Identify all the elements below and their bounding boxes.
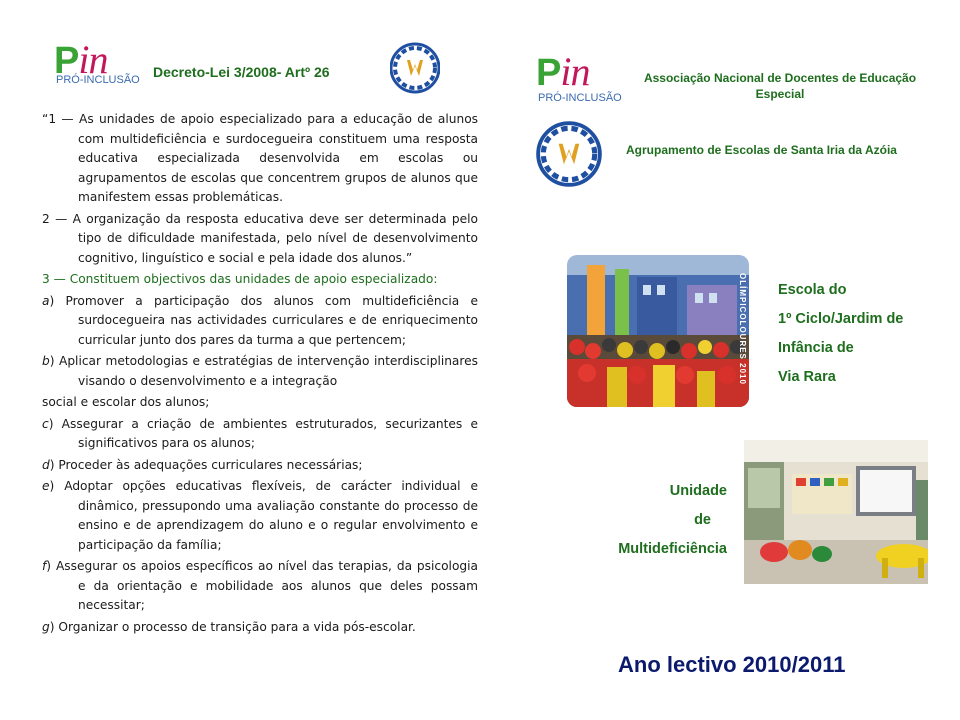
- page-title: Decreto-Lei 3/2008- Artº 26: [153, 64, 330, 80]
- paragraph-1: “1 — As unidades de apoio especializado para a educação de alunos com multideficiência e surdocegueira constituem uma resposta educativa especializada desenvolvida em escolas ou agrupamentos de escolas que concentrem grupos de alunos que manifestem essas problemáticas.: [42, 112, 478, 204]
- paragraph-3: 3 — Constituem objectivos das unidades de apoio especializado:: [42, 272, 438, 286]
- association-name: Associação Nacional de Docentes de Educação Especial: [643, 71, 917, 101]
- logo-letters-in: in: [560, 49, 590, 94]
- school-group-name: Agrupamento de Escolas de Santa Iria da Azóia: [626, 143, 897, 157]
- classroom-photo: [744, 440, 928, 584]
- logo-subtitle: PRÓ-INCLUSÃO: [56, 74, 140, 86]
- school-event-photo: [567, 255, 749, 407]
- school-name: Escola do 1º Ciclo/Jardim de Infância de Via Rara: [778, 282, 904, 385]
- pin-logo-left: [54, 37, 164, 100]
- paragraph-2: 2 — A organização da resposta educativa deve ser determinada pelo tipo de dificuldade manifestada, pelo nível de desenvolvimento cognitivo, linguístico e social e pela idade dos alunos.”: [42, 211, 478, 265]
- school-emblem-icon: [535, 118, 603, 190]
- decree-text: [42, 110, 478, 639]
- item-b: b) Aplicar metodologias e estratégias de intervenção interdisciplinares visando o desenvolvimento e a integração: [42, 354, 478, 388]
- item-g: g) Organizar o processo de transição para a vida pós-escolar.: [42, 619, 416, 634]
- school-emblem-icon: [390, 40, 440, 96]
- logo-letter-p: P: [536, 52, 561, 94]
- item-c: c) Assegurar a criação de ambientes estruturados, securizantes e significativos para os alunos;: [42, 416, 478, 450]
- item-a: a) Promover a participação dos alunos com multideficiência e surdocegueira nas actividades curriculares e de enriquecimento curricular junto dos pares da turma a que pertencem;: [42, 293, 478, 347]
- photo-caption: OLÍMPICOLOURES 2010: [738, 273, 747, 385]
- item-f: f) Assegurar os apoios específicos ao nível das terapias, da psicologia e da orientação e mobilidade aos alunos que deles possam necessitar;: [42, 559, 478, 612]
- logo-letters-in: in: [78, 37, 108, 82]
- school-year: Ano lectivo 2010/2011: [618, 652, 846, 677]
- logo-letter-p: P: [54, 40, 79, 82]
- item-b-continued: social e escolar dos alunos;: [42, 395, 210, 409]
- item-d: d) Proceder às adequações curriculares necessárias;: [42, 457, 363, 472]
- unit-name: Unidade de Multideficiência: [618, 483, 727, 557]
- item-e: e) Adoptar opções educativas flexíveis, de carácter individual e dinâmico, pressupondo uma avaliação constante do processo de ensino e de aprendizagem do aluno e o regular envolvimento e participação da família;: [42, 479, 478, 552]
- logo-subtitle: PRÓ-INCLUSÃO: [538, 92, 622, 104]
